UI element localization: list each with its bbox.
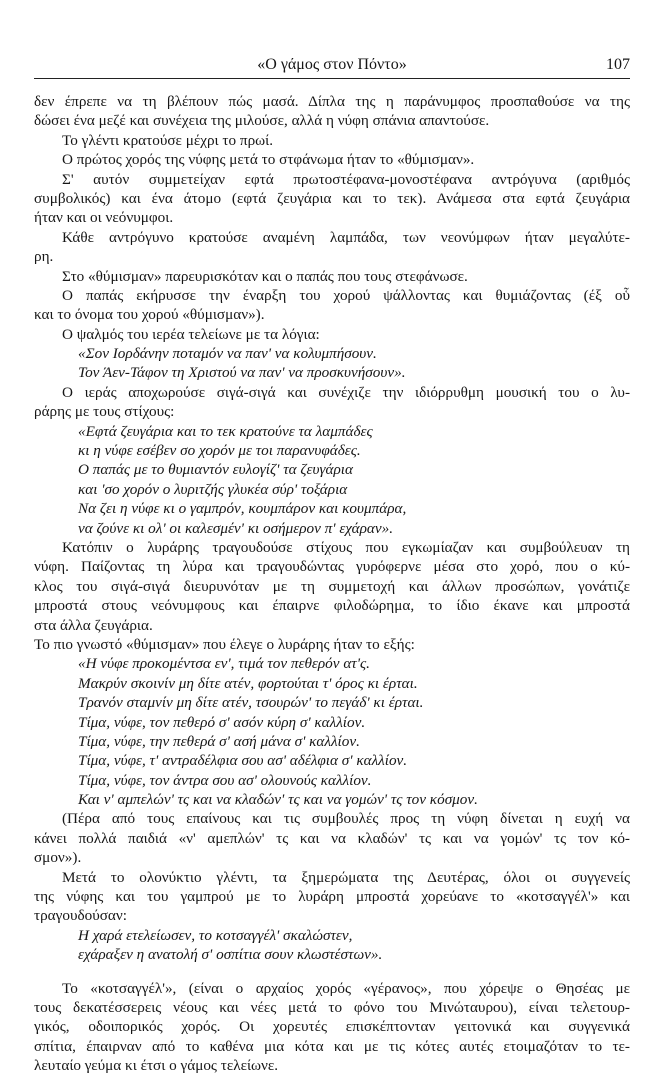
text-line: Μετά το ολονύκτιο γλέντι, τα ξημερώματα της Δευτέρας, όλοι οι συγγενείς bbox=[62, 868, 630, 886]
text-line: Στο «θύμισμαν» παρευρισκόταν και ο παπάς που τους στεφάνωσε. bbox=[62, 267, 468, 285]
running-title: «Ο γάμος στον Πόντο» bbox=[257, 56, 407, 73]
header-rule bbox=[34, 78, 630, 79]
text-line: της νύφης και του γαμπρού με το λυράρη μπροστά χορεύανε το «κοτσαγγέλ'» και bbox=[34, 888, 630, 906]
text-line: κάνει πολλά παιδιά «ν' αμεπλών' τς και να κλαδών' τς και να γομών' τς τον κό- bbox=[34, 829, 630, 847]
text-line: (Πέρα από τους επαίνους και τις συμβουλές προς τη νύφη δίνεται η ευχή να bbox=[62, 810, 630, 828]
verse-line: Τίμα, νύφε, την πεθερά σ' ασή μάνα σ' καλλίον. bbox=[78, 732, 360, 750]
body-text bbox=[34, 92, 630, 1076]
verse-line: Τον Άεν-Τάφον τη Χριστού να παν' να προσκυνήσουν». bbox=[78, 364, 406, 382]
verse-line: Τίμα, νύφε, τ' αντραδέλφια σου ασ' αδέλφια σ' καλλίον. bbox=[78, 752, 408, 770]
text-line: σπίτια, έπαιρναν από το καθένα μια κότα και με τις κότες αυτές ετοιμαζόταν το τε- bbox=[34, 1037, 630, 1055]
text-line: Κάθε αντρόγυνο κρατούσε αναμένη λαμπάδα, των νεονύμφων ήταν μεγαλύτε- bbox=[62, 228, 630, 246]
text-line: λευταίο γεύμα κι έτσι ο γάμος τελείωνε. bbox=[34, 1057, 279, 1075]
text-line: συμβολικός) και ένα άτομο (εφτά ζευγάρια και το τεκ). Ανάμεσα στα εφτά ζευγάρια bbox=[34, 189, 630, 207]
text-line: Ο ιεράς αποχωρούσε σιγά-σιγά και συνέχιζε την ιδιόρρυθμη μουσική του ο λυ- bbox=[62, 383, 630, 401]
verse-line: και 'σο χορόν ο λυριτζής γλυκέα σύρ' τοξάρια bbox=[78, 480, 348, 498]
verse-line: «Σον Ιορδάνην ποταμόν να παν' να κολυμπήσουν. bbox=[78, 345, 377, 363]
text-line: τραγουδούσαν: bbox=[34, 907, 127, 925]
text-line: σμον»). bbox=[34, 849, 82, 867]
verse-line: Η χαρά ετελείωσεν, το κοτσαγγέλ' σκαλώστεν, bbox=[78, 926, 353, 944]
verse-line: Μακρύν σκοινίν μη δίτε ατέν, φορτούται τ' όρος κι έρται. bbox=[78, 674, 418, 692]
verse-line: κι η νύφε εσέβεν σο χορόν με τοι παρανυφάδες. bbox=[78, 442, 361, 460]
verse-line: Να ζει η νύφε κι ο γαμπρόν, κουμπάρον και κουμπάρα, bbox=[78, 500, 407, 518]
text-line: Ο πρώτος χορός της νύφης μετά το στφάνωμα ήταν το «θύμισμαν». bbox=[62, 151, 475, 169]
page-number: 107 bbox=[606, 56, 630, 73]
text-line: ράρης με τους στίχους: bbox=[34, 403, 175, 421]
page-header bbox=[34, 52, 630, 74]
text-line: τους δεκατέσσερεις νέους και νέες μετά το φόνο του Μινώταυρου), είναι τελετουρ- bbox=[34, 998, 630, 1016]
verse-line: Τίμα, νύφε, τον άντρα σου ασ' ολουνούς καλλίον. bbox=[78, 771, 372, 789]
verse-line: Και ν' αμπελών' τς και να κλαδών' τς και να γομών' τς τον κόσμον. bbox=[78, 791, 478, 809]
text-line: ρη. bbox=[34, 248, 54, 266]
verse-line: Τίμα, νύφε, τον πεθερό σ' ασόν κύρη σ' καλλίον. bbox=[78, 713, 366, 731]
text-line: δώσει ένα μεζέ και συνέχεια της μιλούσε, αλλά η νύφη σπάνια απαντούσε. bbox=[34, 112, 490, 130]
paragraph-gap bbox=[34, 965, 630, 979]
text-line: Ο ψαλμός του ιερέα τελείωνε με τα λόγια: bbox=[62, 325, 320, 343]
verse-line: «Εφτά ζευγάρια και το τεκ κρατούνε τα λαμπάδες bbox=[78, 422, 373, 440]
verse-line: Ο παπάς με το θυμιαντόν ευλογίζ' τα ζευγάρια bbox=[78, 461, 353, 479]
text-line: δεν έπρεπε να τη βλέπουν πώς μασά. Δίπλα της η παράνυμφος προσπαθούσε να της bbox=[34, 93, 630, 110]
text-line: Σ' αυτόν συμμετείχαν εφτά πρωτοστέφανα-μονοστέφανα αντρόγυνα (αριθμός bbox=[62, 170, 630, 188]
verse-line: εχάραξεν η ανατολή σ' οσπίτια σουν κλωστέστων». bbox=[78, 946, 383, 964]
text-line: κλος του σιγά-σιγά διευρυνόταν με τη συμμετοχή και άλλων προσώπων, γονάτιζε bbox=[34, 577, 630, 595]
text-line: Το γλέντι κρατούσε μέχρι το πρωί. bbox=[62, 131, 274, 149]
text-line: μπροστά στους νεόνυμφους και έπαιρνε φιλοδώρημα, το ίδιο έκανε και μπροστά bbox=[34, 597, 630, 615]
text-line: γικός, οδοιπορικός χορός. Οι χορευτές επισκέπτονταν γειτονικά και συγγενικά bbox=[34, 1018, 630, 1036]
text-line: Το πιο γνωστό «θύμισμαν» που έλεγε ο λυράρης ήταν το εξής: bbox=[34, 635, 415, 653]
text-line: Ο παπάς εκήρυσσε την έναρξη του χορού ψάλλοντας και θυμιάζοντας (έξ οὗ bbox=[62, 286, 630, 304]
text-line: νύφη. Παίζοντας τη λύρα και τραγουδώντας γυρόφερνε μέσα στο χορό, που ο κύ- bbox=[34, 558, 630, 576]
text-line: στα άλλα ζευγάρια. bbox=[34, 616, 153, 634]
text-line: και το όνομα του χορού «θύμισμαν»). bbox=[34, 306, 265, 324]
text-line: ήταν και οι νεόνυμφοι. bbox=[34, 209, 174, 227]
verse-line: Τρανόν σταμνίν μη δίτε ατέν, τσουρών' το πεγάδ' κι έρται. bbox=[78, 694, 424, 712]
verse-line: «Η νύφε προκομέντσα εν', τιμά τον πεθερόν ατ'ς. bbox=[78, 655, 370, 673]
text-line: Κατόπιν ο λυράρης τραγουδούσε στίχους που εγκωμίαζαν και συμβούλευαν τη bbox=[62, 538, 630, 556]
text-line: Το «κοτσαγγέλ'», (είναι ο αρχαίος χορός «γέρανος», που χόρεψε ο Θησέας με bbox=[62, 979, 630, 997]
verse-line: να ζούνε κι ολ' οι καλεσμέν' κι οσήμερον π' εχάραν». bbox=[78, 519, 394, 537]
